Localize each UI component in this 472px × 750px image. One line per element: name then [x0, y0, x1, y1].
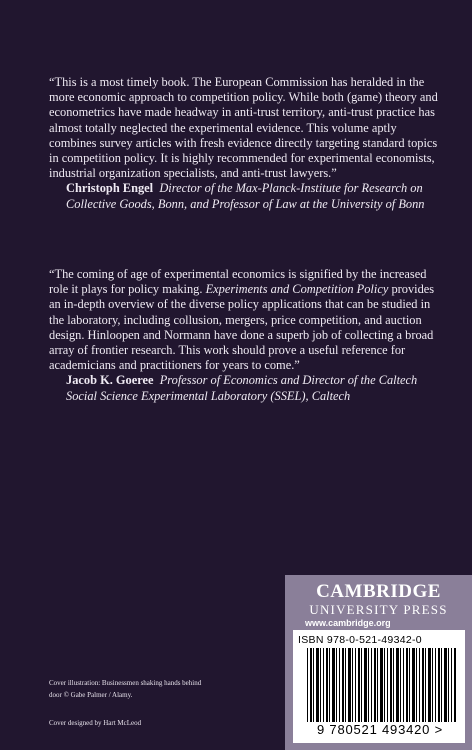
- quote-author-role: Professor of Economics and Director of the Caltech Social Science Experimental Laboratory (SSEL), Caltech: [66, 373, 418, 403]
- quote-text: [49, 267, 444, 373]
- quote-attribution: [49, 181, 444, 211]
- quote-book-title: Experiments and Competition Policy: [205, 282, 389, 297]
- barcode-bars: [307, 648, 457, 722]
- isbn-label: ISBN 978-0-521-49342-0: [298, 634, 422, 646]
- quote-author: Jacob K. Goeree: [66, 373, 154, 388]
- barcode: [293, 630, 465, 743]
- quote-author-role: Director of the Max-Planck-Institute for Research on Collective Goods, Bonn, and Professor of Law at the University of Bonn: [66, 181, 425, 211]
- endorsement-quote-1: [49, 75, 444, 212]
- quote-text-before: “The coming of age of experimental economics is signified by the increased role it plays for policy making.: [49, 267, 427, 297]
- quote-author: Christoph Engel: [66, 181, 154, 196]
- publisher-url: www.cambridge.org: [305, 618, 391, 628]
- barcode-digits: 9 780521 493420 >: [316, 722, 444, 737]
- quote-text: “This is a most timely book. The European Commission has heralded in the more economic approach to competition policy. While both (game) theory and econometrics have made headway in anti-trust territory, anti-trust practice has almost totally neglected the experimental evidence. This volume aptly combines survey articles with fresh evidence directly targeting standard topics in competition policy. It is highly recommended for experimental economists, industrial organization specialists, and anti-trust lawyers.”: [49, 75, 438, 181]
- endorsement-quote-2: [49, 267, 444, 404]
- quote-text-after: provides an in-depth overview of the diverse policy applications that can be studied in the laboratory, including collusion, mergers, price competition, and auction design. Hinloopen and Normann have done a superb job of collecting a broad array of frontier research. This work should prove a useful reference for academicians and practitioners for years to come.”: [49, 282, 435, 373]
- cover-design-credit: Cover designed by Hart McLeod: [49, 719, 142, 727]
- publisher-logo-press: UNIVERSITY PRESS: [309, 602, 448, 617]
- quote-attribution: [49, 373, 444, 403]
- cover-illustration-credit: Cover illustration: Businessmen shaking hands behind door © Gabe Palmer / Alamy.: [49, 679, 202, 699]
- publisher-logo-name: CAMBRIDGE: [316, 581, 441, 602]
- publisher-panel: [285, 575, 472, 750]
